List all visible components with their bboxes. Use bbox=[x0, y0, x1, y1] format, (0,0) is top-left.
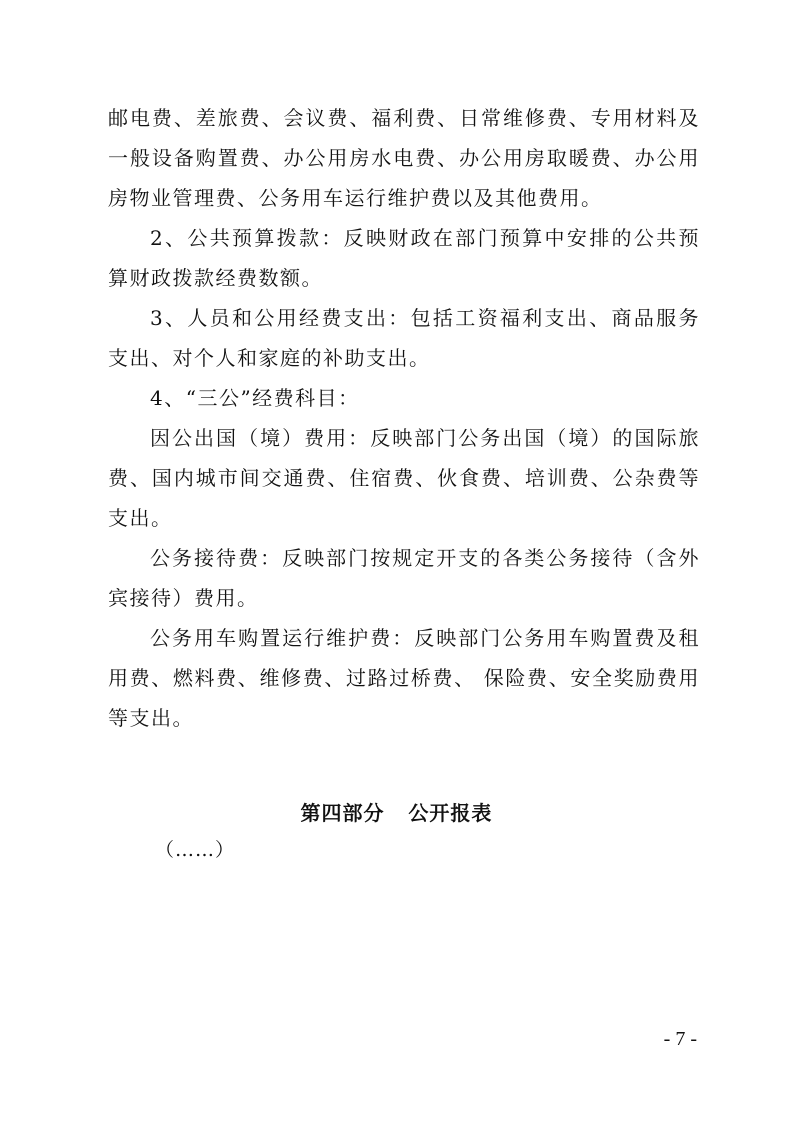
page-number: - 7 - bbox=[663, 1028, 697, 1050]
placeholder-text: （……） bbox=[155, 839, 236, 861]
paragraph-official-vehicles: 公务用车购置运行维护费：反映部门公务用车购置费及租用费、燃料费、维修费、过路过桥费、 保险费、安全奖励费用等支出。 bbox=[108, 626, 700, 730]
body-text bbox=[108, 98, 700, 738]
paragraph-official-reception: 公务接待费：反映部门按规定开支的各类公务接待（含外宾接待）费用。 bbox=[108, 546, 700, 610]
paragraph-item-4: 4、“三公”经费科目： bbox=[150, 386, 360, 410]
paragraph-item-2: 2、公共预算拨款：反映财政在部门预算中安排的公共预算财政拨款经费数额。 bbox=[108, 226, 700, 290]
paragraph-overseas-travel: 因公出国（境）费用：反映部门公务出国（境）的国际旅费、国内城市间交通费、住宿费、伙食费、培训费、公杂费等支出。 bbox=[108, 426, 700, 530]
section-heading: 第四部分 公开报表 bbox=[300, 801, 493, 825]
paragraph-continuation: 邮电费、差旅费、会议费、福利费、日常维修费、专用材料及一般设备购置费、办公用房水电费、办公用房取暖费、办公用房物业管理费、公务用车运行维护费以及其他费用。 bbox=[108, 106, 700, 210]
paragraph-item-3: 3、人员和公用经费支出：包括工资福利支出、商品服务支出、对个人和家庭的补助支出。 bbox=[108, 306, 700, 370]
